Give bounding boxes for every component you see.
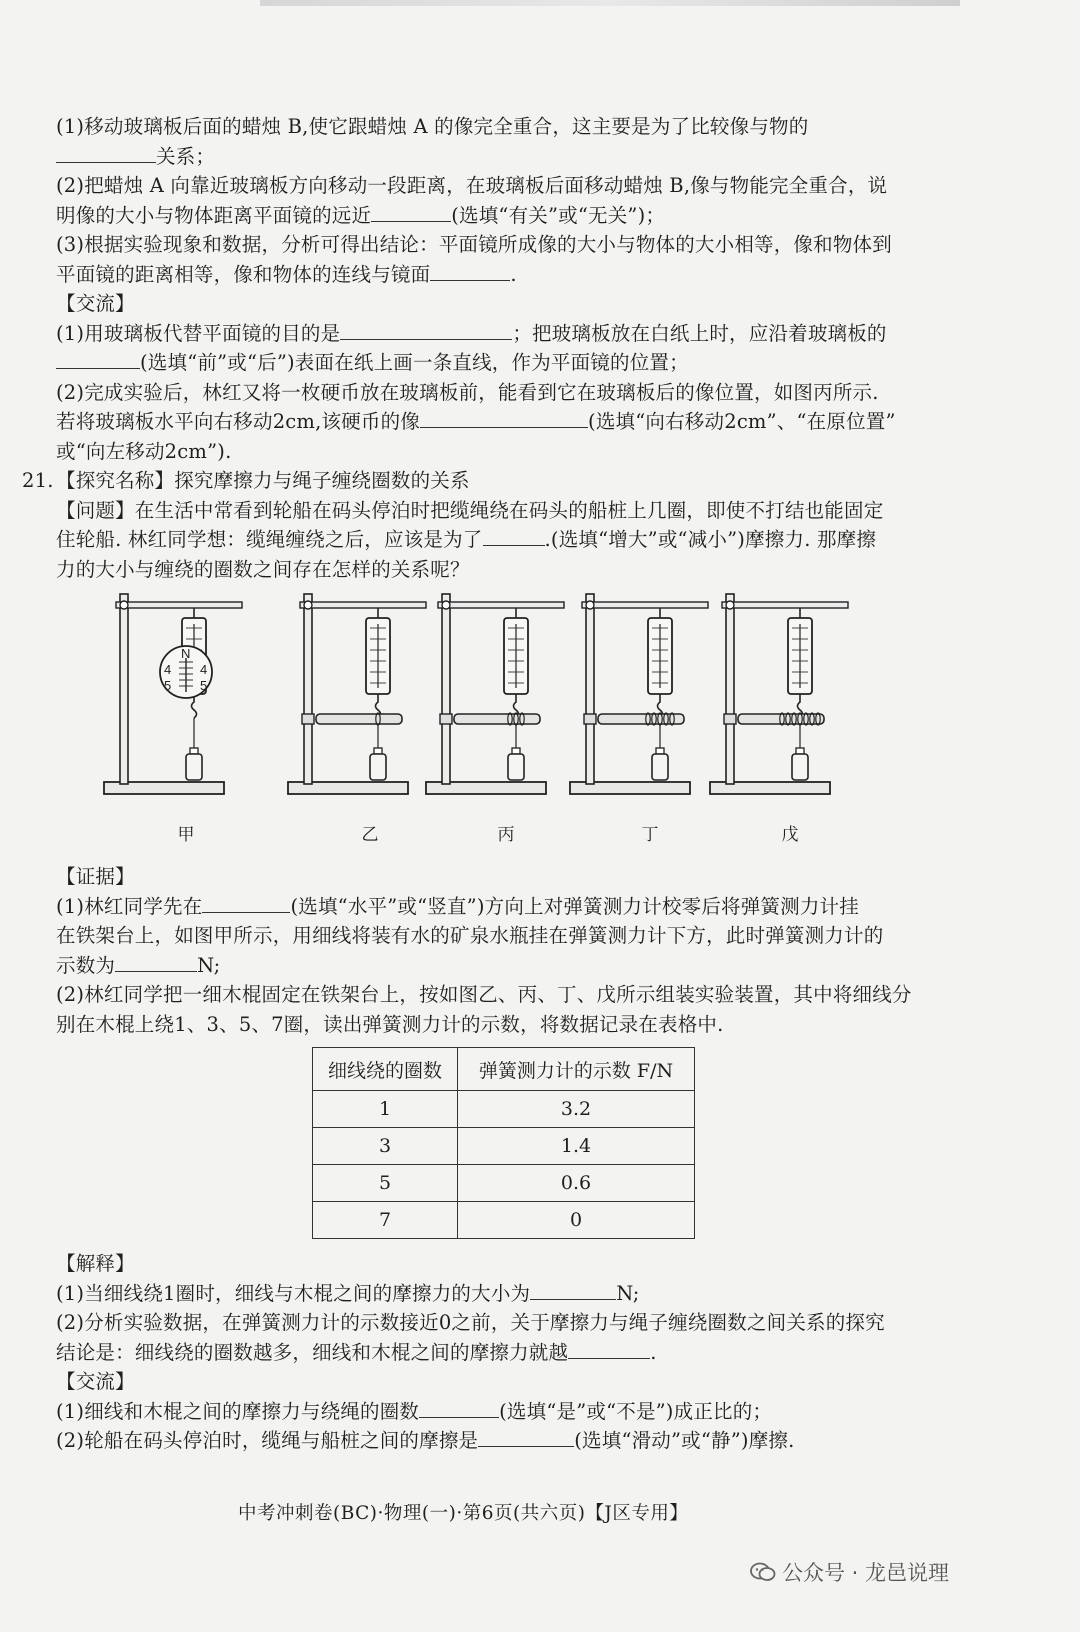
- evidence-line-1: (1)林红同学先在 (选填“水平”或“竖直”)方向上对弹簧测力计校零后将弹簧测力计挂: [56, 894, 859, 918]
- evidence-line-4: (2)林红同学把一细木棍固定在铁架台上，按如图乙、丙、丁、戊所示组装实验装置，其中将细线分: [56, 983, 912, 1006]
- evidence-line-3: 示数为 N;: [56, 953, 221, 977]
- stand-arm: [116, 602, 242, 608]
- exchange1-line-3: (2)完成实验后，林红又将一枚硬币放在玻璃板前，能看到它在玻璃板后的像位置，如图丙所示.: [56, 380, 879, 404]
- bottle-cap: [796, 748, 804, 754]
- mirror-line-6: 平面镜的距离相等，像和物体的连线与镜面 .: [56, 262, 517, 286]
- water-bottle: [186, 754, 202, 780]
- table-row: [313, 1091, 695, 1128]
- answer-blank[interactable]: [568, 1357, 650, 1359]
- stand-pole: [442, 594, 450, 784]
- table-header-cell: 细线绕的圈数: [313, 1048, 458, 1091]
- explain-line-2: (2)分析实验数据，在弹簧测力计的示数接近0之前，关于摩擦力与绳子缠绕圈数之间关系的探究: [56, 1311, 885, 1334]
- table-row: [313, 1202, 695, 1239]
- stand-arm: [722, 602, 848, 608]
- stick-clamp: [440, 714, 452, 724]
- answer-blank[interactable]: [420, 426, 588, 428]
- exchange1-line-1: (1)用玻璃板代替平面镜的目的是 ；把玻璃板放在白纸上时，应沿着玻璃板的: [56, 321, 887, 345]
- dial-mark: 4: [164, 662, 172, 677]
- bottle-cap: [190, 748, 198, 754]
- clamp-knob: [304, 601, 312, 609]
- apparatus-drawing: [56, 588, 956, 818]
- answer-blank[interactable]: [483, 544, 545, 546]
- answer-blank[interactable]: [530, 1298, 616, 1300]
- explain-heading: 【解释】: [56, 1252, 135, 1275]
- wooden-stick: [454, 714, 540, 724]
- stand-arm: [438, 602, 564, 608]
- mirror-line-2: 关系；: [56, 142, 956, 172]
- stand-pole: [726, 594, 734, 784]
- question-21-title: 21. 【探究名称】探究摩擦力与绳子缠绕圈数的关系: [56, 466, 956, 496]
- wooden-stick: [598, 714, 684, 724]
- question-number: 21.: [22, 469, 54, 492]
- mirror-line-4: 明像的大小与物体距离平面镜的远近 (选填“有关”或“无关”)；: [56, 203, 666, 227]
- table-cell: 3.2: [458, 1091, 695, 1128]
- answer-blank[interactable]: [56, 367, 140, 369]
- bottle-cap: [374, 748, 382, 754]
- clamp-knob: [442, 601, 450, 609]
- exchange1-line-2: (选填“前”或“后”)表面在纸上画一条直线，作为平面镜的位置；: [56, 348, 956, 378]
- stand-pole: [586, 594, 594, 784]
- figure-label-bing: 丙: [497, 825, 515, 845]
- stand-pole: [120, 594, 128, 784]
- problem-line-3: 力的大小与缠绕的圈数之间存在怎样的关系呢？: [56, 557, 470, 581]
- table-row: [313, 1128, 695, 1165]
- table-cell: 5: [313, 1165, 458, 1202]
- water-bottle: [792, 754, 808, 780]
- page-footer: 中考冲刺卷(BC)·物理(一)·第6页(共六页)【J区专用】: [238, 1503, 689, 1524]
- answer-blank[interactable]: [371, 220, 451, 222]
- table-cell: 0: [458, 1202, 695, 1239]
- data-table: [312, 1047, 695, 1239]
- evidence-line-5: 别在木棍上绕1、3、5、7圈，读出弹簧测力计的示数，将数据记录在表格中.: [56, 1012, 724, 1036]
- exchange1-line-4: 若将玻璃板水平向右移动2cm,该硬币的像 (选填“向右移动2cm”、“在原位置”: [56, 410, 896, 433]
- clamp-knob: [726, 601, 734, 609]
- mirror-line-3: (2)把蜡烛 A 向靠近玻璃板方向移动一段距离，在玻璃板后面移动蜡烛 B,像与物能完全重合，说: [56, 174, 888, 197]
- exchange2-line-1: (1)细线和木棍之间的摩擦力与绕绳的圈数 (选填“是”或“不是”)成正比的；: [56, 1399, 773, 1423]
- table-header-cell: 弹簧测力计的示数 F/N: [458, 1048, 695, 1091]
- water-bottle: [370, 754, 386, 780]
- stick-clamp: [302, 714, 314, 724]
- answer-blank[interactable]: [202, 911, 290, 913]
- page-edge: [260, 0, 960, 6]
- evidence-heading: 【证据】: [56, 865, 135, 888]
- apparatus-figure: [56, 588, 956, 856]
- stand-arm: [300, 602, 426, 608]
- table-cell: 0.6: [458, 1165, 695, 1202]
- table-cell: 3: [313, 1128, 458, 1165]
- worksheet-content: [22, 112, 956, 1456]
- wooden-stick: [316, 714, 402, 724]
- explain-line-3: 结论是：细线绕的圈数越多，细线和木棍之间的摩擦力就越 .: [56, 1340, 657, 1364]
- answer-blank[interactable]: [430, 279, 510, 281]
- answer-blank[interactable]: [478, 1445, 574, 1447]
- mirror-line-1: (1)移动玻璃板后面的蜡烛 B,使它跟蜡烛 A 的像完全重合，这主要是为了比较像与物的: [56, 115, 809, 138]
- exchange-heading-1: 【交流】: [56, 292, 135, 315]
- bottle-cap: [512, 748, 520, 754]
- clamp-knob: [586, 601, 594, 609]
- exchange2-line-2: (2)轮船在码头停泊时，缆绳与船桩之间的摩擦是 (选填“滑动”或“静”)摩擦.: [56, 1429, 795, 1452]
- figure-label-yi: 乙: [361, 825, 379, 845]
- mirror-line-5: (3)根据实验现象和数据，分析可得出结论：平面镜所成像的大小与物体的大小相等，像和物体到: [56, 233, 892, 256]
- clamp-knob: [120, 601, 128, 609]
- figure-label-wu: 戊: [781, 825, 799, 845]
- water-bottle: [652, 754, 668, 780]
- table-row: [313, 1165, 695, 1202]
- table-cell: 7: [313, 1202, 458, 1239]
- answer-blank[interactable]: [56, 161, 156, 163]
- table-cell: 1.4: [458, 1128, 695, 1165]
- mirror-experiment-questions: [56, 112, 956, 289]
- problem-line-1: 【问题】在生活中常看到轮船在码头停泊时把缆绳绕在码头的船桩上几圈，即使不打结也能固定: [56, 498, 884, 522]
- wechat-icon: [750, 1562, 776, 1582]
- explain-line-1: (1)当细线绕1圈时，细线与木棍之间的摩擦力的大小为 N;: [56, 1281, 640, 1305]
- wooden-stick: [738, 714, 824, 724]
- answer-blank[interactable]: [419, 1416, 499, 1418]
- stand-pole: [304, 594, 312, 784]
- answer-blank[interactable]: [115, 970, 197, 972]
- stick-clamp: [724, 714, 736, 724]
- problem-line-2: 住轮船. 林红同学想：缆绳缠绕之后，应该是为了 .(选填“增大”或“减小”)摩擦力. 那摩擦: [56, 528, 877, 551]
- figure-label-jia: 甲: [177, 825, 195, 845]
- bottle-cap: [656, 748, 664, 754]
- exchange1-line-5: 或“向左移动2cm”).: [56, 439, 232, 463]
- stand-arm: [582, 602, 708, 608]
- figure-label-ding: 丁: [641, 825, 659, 845]
- stick-clamp: [584, 714, 596, 724]
- watermark-text: 公众号 · 龙邑说理: [782, 1561, 950, 1585]
- dial-mark: 5: [164, 678, 172, 693]
- evidence-line-2: 在铁架台上，如图甲所示，用细线将装有水的矿泉水瓶挂在弹簧测力计下方，此时弹簧测力计的: [56, 924, 884, 947]
- water-bottle: [508, 754, 524, 780]
- watermark: [750, 1557, 949, 1587]
- exchange-heading-2: 【交流】: [56, 1370, 135, 1393]
- table-header-row: [313, 1048, 695, 1091]
- table-cell: 1: [313, 1091, 458, 1128]
- dial-mark: N: [181, 646, 191, 661]
- dial-mark: 4: [200, 662, 208, 677]
- answer-blank[interactable]: [340, 338, 512, 340]
- dial-mark: 5: [200, 678, 208, 693]
